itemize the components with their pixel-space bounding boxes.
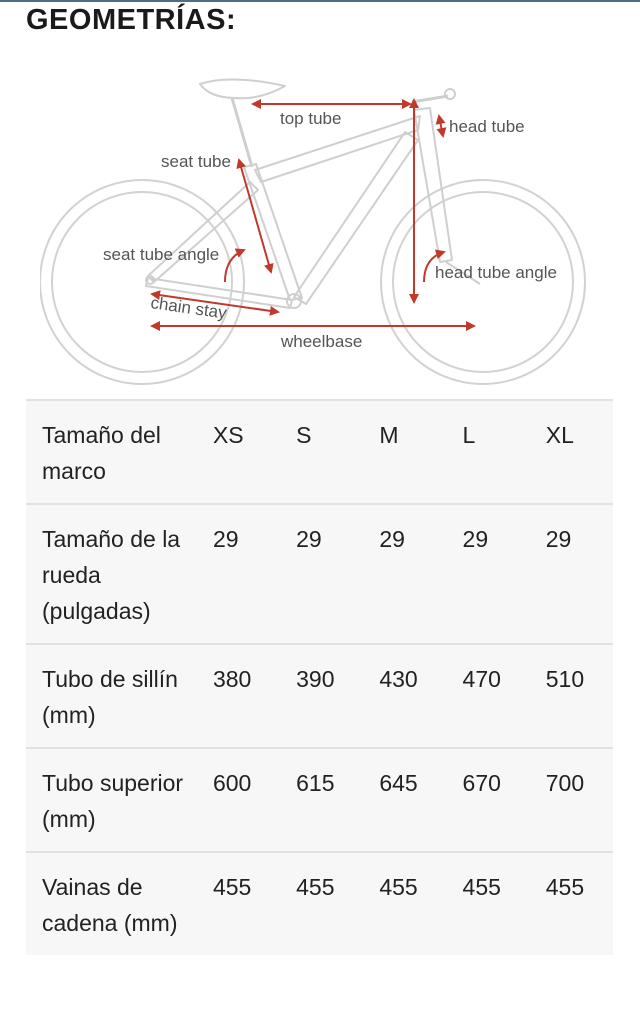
table-cell: 455 bbox=[379, 874, 418, 900]
table-cell: 700 bbox=[545, 770, 585, 796]
table-cell: 455 bbox=[462, 874, 501, 900]
label-top-tube: top tube bbox=[280, 109, 342, 128]
table-cell: 29 bbox=[379, 526, 405, 552]
table-cell: 390 bbox=[296, 666, 335, 692]
rear-wheel bbox=[40, 180, 244, 384]
top-divider bbox=[0, 0, 640, 2]
table-cell: 29 bbox=[296, 526, 322, 552]
table-cell: 29 bbox=[462, 526, 489, 552]
row-label: Tubo de sillín (mm) bbox=[42, 666, 178, 728]
bike-geometry-svg bbox=[40, 72, 600, 390]
label-seat-tube-angle: seat tube angle bbox=[103, 245, 220, 264]
front-wheel bbox=[381, 180, 585, 384]
table-cell: 29 bbox=[545, 526, 572, 552]
row-label: Tamaño de la rueda (pulgadas) bbox=[42, 526, 181, 624]
table-row bbox=[26, 748, 613, 852]
size-header: L bbox=[462, 422, 476, 448]
seat-tube-arrow bbox=[239, 160, 271, 272]
page-title: GEOMETRÍAS: bbox=[26, 4, 237, 36]
row-label: Tubo superior (mm) bbox=[42, 770, 184, 832]
table-cell: 645 bbox=[379, 770, 418, 796]
label-wheelbase: wheelbase bbox=[281, 332, 363, 351]
table-cell: 380 bbox=[212, 666, 252, 692]
geometry-table bbox=[26, 399, 613, 955]
row-label: Tamaño del marco bbox=[42, 422, 161, 484]
table-cell: 455 bbox=[545, 874, 585, 900]
table-row bbox=[26, 852, 613, 955]
label-chain-stay: chain stay bbox=[149, 293, 228, 323]
label-head-tube-angle: head tube angle bbox=[435, 263, 557, 282]
table-row bbox=[26, 504, 613, 644]
table-cell: 670 bbox=[462, 770, 501, 796]
bike-geometry-diagram bbox=[40, 72, 600, 390]
table-cell: 455 bbox=[212, 874, 252, 900]
table-cell: 615 bbox=[296, 770, 335, 796]
row-label: Vainas de cadena (mm) bbox=[42, 874, 178, 936]
table-cell: 430 bbox=[379, 666, 418, 692]
head-tube-arrow bbox=[439, 116, 443, 136]
size-header: S bbox=[296, 422, 312, 448]
table-cell: 470 bbox=[462, 666, 501, 692]
size-header: XL bbox=[545, 422, 574, 448]
table-cell: 29 bbox=[212, 526, 239, 552]
table-row bbox=[26, 644, 613, 748]
size-header: M bbox=[379, 422, 399, 448]
table-cell: 600 bbox=[212, 770, 252, 796]
table-cell: 455 bbox=[296, 874, 335, 900]
label-head-tube: head tube bbox=[449, 117, 525, 136]
table-header-row bbox=[26, 400, 613, 504]
table-cell: 510 bbox=[545, 666, 585, 692]
size-header: XS bbox=[212, 422, 244, 448]
label-seat-tube: seat tube bbox=[161, 152, 231, 171]
